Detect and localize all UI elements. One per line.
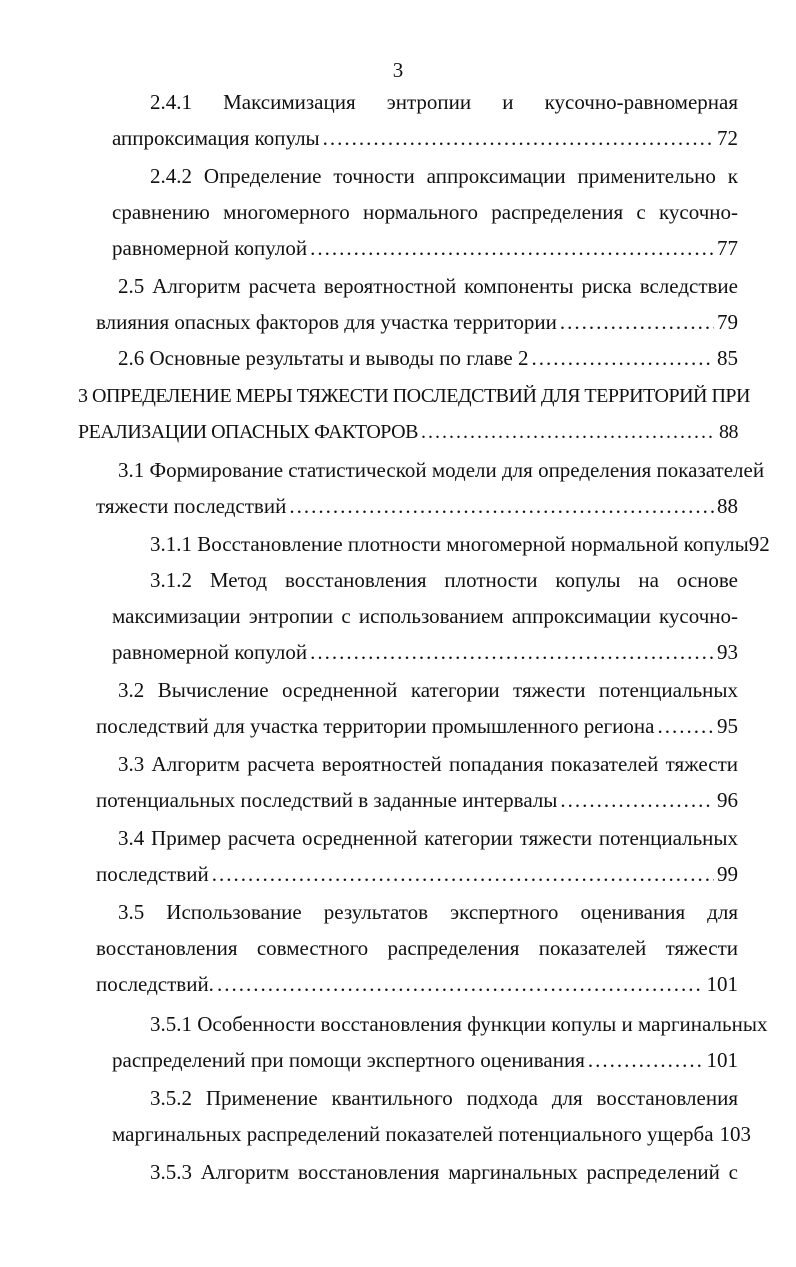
- toc-entry-3-2-line1: 3.2 Вычисление осредненной категории тяжести потенциальных: [118, 678, 738, 702]
- leader-dots: [310, 238, 714, 259]
- toc-entry-2-5-line2: [96, 312, 738, 333]
- toc-page-number: 72: [717, 126, 738, 150]
- toc-entry-text: равномерной копулой: [112, 640, 308, 664]
- toc-chapter-3-line1: 3 ОПРЕДЕЛЕНИЕ МЕРЫ ТЯЖЕСТИ ПОСЛЕДСТВИЙ ДЛЯ ТЕРРИТОРИЙ ПРИ: [78, 385, 750, 407]
- toc-entry-3-4-line2: [96, 864, 738, 885]
- toc-entry-2-4-1-line2: [112, 128, 738, 149]
- toc-entry-text: влияния опасных факторов для участка территории: [96, 310, 557, 334]
- leader-dots: [421, 422, 716, 442]
- toc-page-number: 101: [706, 972, 738, 996]
- leader-dots: [323, 128, 714, 149]
- toc-entry-3-1-line2: [96, 496, 738, 517]
- toc-entry-3-5-line3: [96, 974, 738, 995]
- toc-entry-3-5-line2: восстановления совместного распределения показателей тяжести: [96, 936, 738, 960]
- toc-entry-text: 2.6 Основные результаты и выводы по главе 2: [118, 346, 529, 370]
- toc-entry-2-4-1-line1: 2.4.1 Максимизация энтропии и кусочно-равномерная: [150, 90, 738, 114]
- leader-dots: [532, 348, 715, 369]
- toc-entry-text: РЕАЛИЗАЦИИ ОПАСНЫХ ФАКТОРОВ: [78, 421, 418, 443]
- toc-entry-text: последствий: [96, 862, 209, 886]
- toc-entry-text: распределений при помощи экспертного оценивания: [112, 1048, 585, 1072]
- toc-entry-3-3-line2: [96, 790, 738, 811]
- toc-entry-3-1-2-line1: 3.1.2 Метод восстановления плотности копулы на основе: [150, 568, 738, 592]
- leader-dots: [560, 790, 714, 811]
- toc-entry-3-1-line1: 3.1 Формирование статистической модели для определения показателей: [118, 458, 765, 482]
- toc-entry-3-5-3-line1: 3.5.3 Алгоритм восстановления маргинальных распределений с: [150, 1160, 738, 1184]
- toc-entry-3-1-1: 3.1.1 Восстановление плотности многомерной нормальной копулы92: [150, 532, 770, 556]
- toc-entry-3-5-1-line1: 3.5.1 Особенности восстановления функции копулы и маргинальных: [150, 1012, 768, 1036]
- toc-entry-text: маргинальных распределений показателей потенциального ущерба: [112, 1122, 714, 1146]
- toc-page-number: 79: [717, 310, 738, 334]
- toc-entry-text: тяжести последствий: [96, 494, 287, 518]
- toc-entry-3-3-line1: 3.3 Алгоритм расчета вероятностей попадания показателей тяжести: [118, 752, 738, 776]
- toc-entry-3-1-2-line2: максимизации энтропии с использованием аппроксимации кусочно-: [112, 604, 738, 628]
- toc-entry-text: последствий для участка территории промышленного региона: [96, 714, 655, 738]
- leader-dots: [560, 312, 714, 333]
- toc-entry-2-4-2-line2: сравнению многомерного нормального распределения с кусочно-: [112, 200, 738, 224]
- toc-entry-2-4-2-line3: [112, 238, 738, 259]
- toc-page-number: 99: [717, 862, 738, 886]
- toc-page-number: 95: [717, 714, 738, 738]
- toc-entry-text: аппроксимация копулы: [112, 126, 320, 150]
- toc-page-number: 96: [717, 788, 738, 812]
- leader-dots: [217, 974, 704, 995]
- toc-entry-text: последствий.: [96, 972, 214, 996]
- toc-entry-text: равномерной копулой: [112, 236, 308, 260]
- toc-page-number: 88: [719, 421, 738, 443]
- toc-page-number: 85: [717, 346, 738, 370]
- toc-entry-3-1-2-line3: [112, 642, 738, 663]
- toc-entry-3-5-1-line2: [112, 1050, 738, 1071]
- toc-entry-2-6: [118, 348, 738, 369]
- toc-chapter-3-line2: [78, 422, 738, 442]
- leader-dots: [310, 642, 714, 663]
- toc-page-number: 88: [717, 494, 738, 518]
- leader-dots: [212, 864, 714, 885]
- toc-entry-3-2-line2: [96, 716, 738, 737]
- toc-page-number: 101: [706, 1048, 738, 1072]
- toc-entry-3-5-2-line1: 3.5.2 Применение квантильного подхода для восстановления: [150, 1086, 738, 1110]
- leader-dots: [289, 496, 714, 517]
- toc-entry-3-5-2-line2: [112, 1122, 752, 1146]
- toc-entry-text: потенциальных последствий в заданные интервалы: [96, 788, 558, 812]
- toc-page-number: 103: [719, 1122, 752, 1146]
- toc-page-number: 93: [717, 640, 738, 664]
- leader-dots: [657, 716, 714, 737]
- toc-entry-3-4-line1: 3.4 Пример расчета осредненной категории тяжести потенциальных: [118, 826, 738, 850]
- toc-entry-3-5-line1: 3.5 Использование результатов экспертного оценивания для: [118, 900, 738, 924]
- page-number: 3: [392, 58, 404, 82]
- leader-dots: [588, 1050, 704, 1071]
- toc-page-number: 77: [717, 236, 738, 260]
- toc-entry-2-4-2-line1: 2.4.2 Определение точности аппроксимации применительно к: [150, 164, 738, 188]
- toc-entry-2-5-line1: 2.5 Алгоритм расчета вероятностной компоненты риска вследствие: [118, 274, 738, 298]
